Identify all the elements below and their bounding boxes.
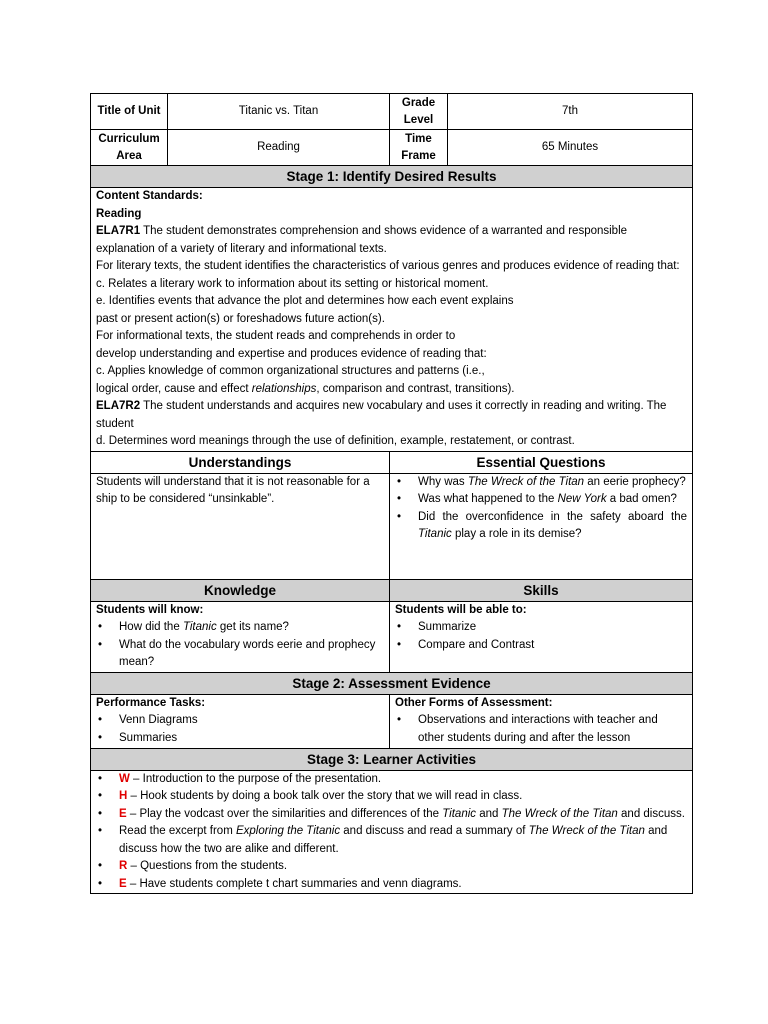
other-assessment-cell	[390, 694, 693, 748]
knowledge-cell	[91, 601, 390, 672]
knowledge-item-1: • How did the Titanic get its name?	[96, 619, 384, 637]
skills-item-1: • Summarize	[395, 619, 687, 637]
skills-heading: Skills	[390, 579, 693, 601]
performance-task-2: • Summaries	[96, 730, 384, 748]
content-standards-cell	[91, 188, 693, 452]
knowledge-heading: Knowledge	[91, 579, 390, 601]
knowledge-intro: Students will know:	[96, 603, 204, 616]
understandings-cell	[91, 473, 390, 579]
header-row-1	[91, 94, 693, 130]
area-value: Reading	[168, 130, 390, 166]
literary-intro: For literary texts, the student identifies the characteristics of various genres and produces evidence of reading that:	[96, 260, 680, 272]
activity-read: • Read the excerpt from Exploring the Titanic and discuss and read a summary of The Wreck of the Titan and discuss how the two are alike and different.	[96, 823, 687, 858]
grade-label: Grade Level	[390, 94, 448, 130]
skills-item-2: • Compare and Contrast	[395, 637, 687, 655]
title-label: Title of Unit	[91, 94, 168, 130]
stage3-heading: Stage 3: Learner Activities	[91, 748, 693, 770]
essential-questions-cell	[390, 473, 693, 579]
activity-e-1: • E – Play the vodcast over the similarities and differences of the Titanic and The Wreck of the Titan and discuss.	[96, 806, 687, 824]
essential-question-1: • Why was The Wreck of the Titan an eerie prophecy?	[395, 474, 687, 492]
literary-e-2: past or present action(s) or foreshadows future action(s).	[96, 312, 385, 325]
time-value: 65 Minutes	[448, 130, 693, 166]
performance-task-1: • Venn Diagrams	[96, 712, 384, 730]
stage2-heading: Stage 2: Assessment Evidence	[91, 672, 693, 694]
knowledge-list	[96, 619, 384, 672]
standard-ela7r2: ELA7R2 The student understands and acquires new vocabulary and uses it correctly in reading and writing. The student	[96, 400, 667, 430]
learner-activities-list	[96, 771, 687, 894]
standard-ela7r1: ELA7R1 The student demonstrates comprehension and shows evidence of a warranted and responsible explanation of a variety of literary and informational texts.	[96, 225, 628, 255]
activity-e-2: • E – Have students complete t chart summaries and venn diagrams.	[96, 876, 687, 894]
skills-cell	[390, 601, 693, 672]
time-label: Time Frame	[390, 130, 448, 166]
performance-tasks-label: Performance Tasks:	[96, 696, 206, 709]
skills-intro: Students will be able to:	[395, 603, 527, 616]
essential-questions-list	[395, 474, 687, 544]
standard-ela7r2-d: d. Determines word meanings through the use of definition, example, restatement, or contrast.	[96, 435, 575, 447]
stage1-heading: Stage 1: Identify Desired Results	[91, 166, 693, 188]
informational-c-2: logical order, cause and effect relationships, comparison and contrast, transitions).	[96, 382, 515, 395]
understandings-text: Students will understand that it is not reasonable for a ship to be considered “unsinkable”.	[96, 475, 370, 505]
skills-list	[395, 619, 687, 654]
performance-tasks-cell	[91, 694, 390, 748]
informational-c-1: c. Applies knowledge of common organizational structures and patterns (i.e.,	[96, 365, 485, 377]
activity-w: • W – Introduction to the purpose of the presentation.	[96, 771, 687, 789]
content-standards-label: Content Standards:	[96, 190, 203, 202]
other-assessment-1: • Observations and interactions with teacher and other students during and after the lesson	[395, 712, 687, 747]
grade-value: 7th	[448, 94, 693, 130]
reading-label: Reading	[96, 207, 142, 220]
essential-questions-heading: Essential Questions	[390, 451, 693, 473]
literary-e-1: e. Identifies events that advance the plot and determines how each event explains	[96, 295, 514, 307]
essential-question-3: • Did the overconfidence in the safety aboard the Titanic play a role in its demise?	[395, 509, 687, 544]
title-value: Titanic vs. Titan	[168, 94, 390, 130]
literary-c: c. Relates a literary work to information about its setting or historical moment.	[96, 277, 489, 290]
header-row-2	[91, 130, 693, 166]
activity-h: • H – Hook students by doing a book talk over the story that we will read in class.	[96, 788, 687, 806]
other-assessment-list	[395, 712, 687, 747]
lesson-plan-table	[90, 93, 693, 894]
performance-tasks-list	[96, 712, 384, 747]
understandings-heading: Understandings	[91, 451, 390, 473]
essential-question-2: • Was what happened to the New York a bad omen?	[395, 491, 687, 509]
activity-r: • R – Questions from the students.	[96, 858, 687, 876]
informational-intro-1: For informational texts, the student reads and comprehends in order to	[96, 330, 456, 342]
area-label: Curriculum Area	[91, 130, 168, 166]
informational-intro-2: develop understanding and expertise and produces evidence of reading that:	[96, 347, 487, 360]
learner-activities-cell	[91, 770, 693, 894]
other-assessment-label: Other Forms of Assessment:	[395, 696, 553, 709]
lesson-plan-page	[90, 93, 692, 894]
knowledge-item-2: • What do the vocabulary words eerie and prophecy mean?	[96, 637, 384, 672]
